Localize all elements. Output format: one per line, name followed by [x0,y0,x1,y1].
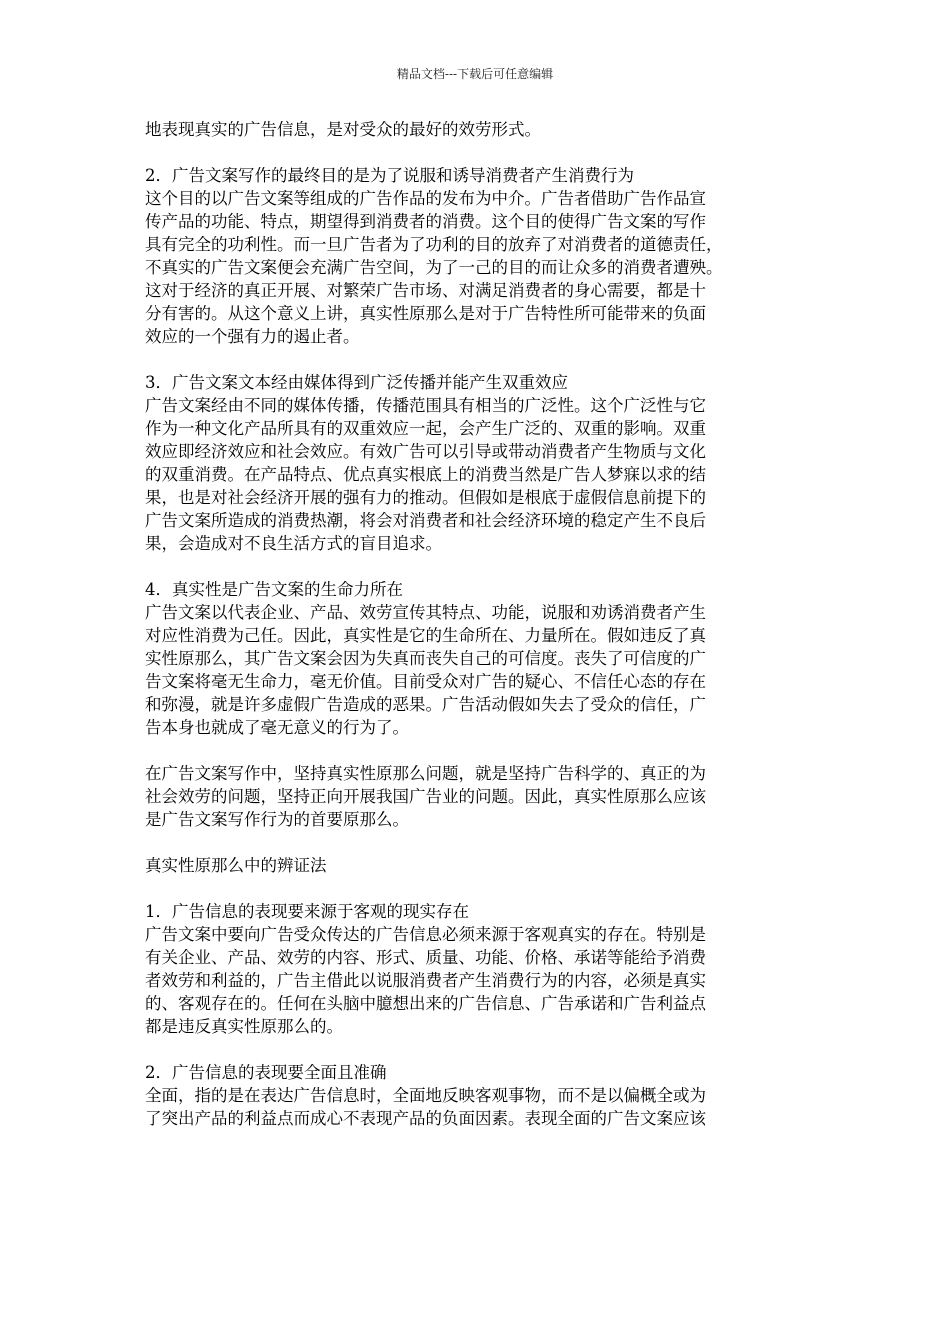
text-line: 社会效劳的问题，坚持正向开展我国广告业的问题。因此，真实性原那么应该 [145,787,706,806]
text-line: 分有害的。从这个意义上讲，真实性原那么是对于广告特性所可能带来的负面 [145,304,706,323]
text-line: 2．广告信息的表现要全面且准确 [145,1063,387,1082]
text-line: 这对于经济的真正开展、对繁荣广告市场、对满足消费者的身心需要，都是十 [145,281,706,300]
text-line: 不真实的广告文案便会充满广告空间，为了一己的目的而让众多的消费者遭殃。 [145,258,723,277]
text-line: 具有完全的功利性。而一旦广告者为了功利的目的放弃了对消费者的道德责任， [145,235,723,254]
paragraph [145,1061,807,1130]
document-body [145,118,807,1153]
text-line: 了突出产品的利益点而成心不表现产品的负面因素。表现全面的广告文案应该 [145,1109,706,1128]
text-line: 作为一种文化产品所具有的双重效应一起，会产生广泛的、双重的影响。双重 [145,419,706,438]
text-line: 1．广告信息的表现要来源于客观的现实存在 [145,902,469,921]
text-line: 4．真实性是广告文案的生命力所在 [145,580,403,599]
paragraph [145,164,807,348]
text-line: 者效劳和利益的，广告主借此以说服消费者产生消费行为的内容，必须是真实 [145,971,706,990]
text-line: 效应的一个强有力的遏止者。 [145,327,360,346]
text-line: 的、客观存在的。任何在头脑中臆想出来的广告信息、广告承诺和广告利益点 [145,994,706,1013]
text-line: 果，也是对社会经济开展的强有力的推动。但假如是根底于虚假信息前提下的 [145,488,706,507]
text-line: 是广告文案写作行为的首要原那么。 [145,810,409,829]
text-line: 在广告文案写作中，坚持真实性原那么问题，就是坚持广告科学的、真正的为 [145,764,706,783]
text-line: 广告文案经由不同的媒体传播，传播范围具有相当的广泛性。这个广泛性与它 [145,396,706,415]
text-line: 的双重消费。在产品特点、优点真实根底上的消费当然是广告人梦寐以求的结 [145,465,706,484]
text-line: 2．广告文案写作的最终目的是为了说服和诱导消费者产生消费行为 [145,166,634,185]
text-line: 告本身也就成了毫无意义的行为了。 [145,718,409,737]
text-line: 传产品的功能、特点，期望得到消费者的消费。这个目的使得广告文案的写作 [145,212,706,231]
text-line: 实性原那么，其广告文案会因为失真而丧失自己的可信度。丧失了可信度的广 [145,649,706,668]
text-line: 果，会造成对不良生活方式的盲目追求。 [145,534,442,553]
text-line: 广告文案以代表企业、产品、效劳宣传其特点、功能，说服和劝诱消费者产生 [145,603,706,622]
text-line: 全面，指的是在表达广告信息时，全面地反映客观事物，而不是以偏概全或为 [145,1086,706,1105]
text-line: 广告文案所造成的消费热潮，将会对消费者和社会经济环境的稳定产生不良后 [145,511,706,530]
paragraph [145,118,807,141]
text-line: 和弥漫，就是许多虚假广告造成的恶果。广告活动假如失去了受众的信任，广 [145,695,706,714]
text-line: 地表现真实的广告信息，是对受众的最好的效劳形式。 [145,120,541,139]
text-line: 广告文案中要向广告受众传达的广告信息必须来源于客观真实的存在。特别是 [145,925,706,944]
page-header: 精品文档---下载后可任意编辑 [396,67,554,81]
text-line: 告文案将毫无生命力，毫无价值。目前受众对广告的疑心、不信任心态的存在 [145,672,706,691]
text-line: 真实性原那么中的辨证法 [145,856,327,875]
text-line: 3．广告文案文本经由媒体得到广泛传播并能产生双重效应 [145,373,568,392]
text-line: 对应性消费为己任。因此，真实性是它的生命所在、力量所在。假如违反了真 [145,626,706,645]
paragraph [145,578,807,739]
paragraph [145,854,807,877]
text-line: 都是违反真实性原那么的。 [145,1017,343,1036]
paragraph [145,371,807,555]
text-line: 这个目的以广告文案等组成的广告作品的发布为中介。广告者借助广告作品宣 [145,189,706,208]
text-line: 有关企业、产品、效劳的内容、形式、质量、功能、价格、承诺等能给予消费 [145,948,706,967]
paragraph [145,900,807,1038]
paragraph [145,762,807,831]
text-line: 效应即经济效应和社会效应。有效广告可以引导或带动消费者产生物质与文化 [145,442,706,461]
